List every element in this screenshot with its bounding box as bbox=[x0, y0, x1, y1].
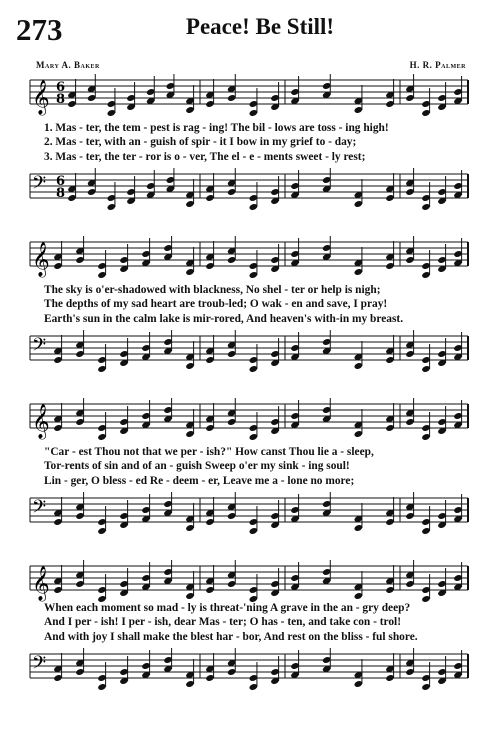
lyric-verse-3: And with joy I shall make the blest har - bor, And rest on the bliss - ful shore. bbox=[44, 630, 418, 643]
treble-clef-icon: 𝄞 bbox=[32, 242, 50, 277]
lyric-verse-1: When each moment so mad - ly is threat-'ning A grave in the an - gry deep? bbox=[44, 602, 411, 614]
time-signature-top: 6 bbox=[56, 80, 66, 95]
treble-staff-system-2 bbox=[0, 236, 480, 286]
lyric-verse-3: Earth's sun in the calm lake is mir-rored, And heaven's with-in my breast. bbox=[44, 312, 404, 325]
lyrics-system-4 bbox=[44, 601, 474, 644]
lyric-verse-2: Tor-rents of sin and of an - guish Sweep o'er my sink - ing soul! bbox=[44, 460, 350, 473]
treble-staff-system-3 bbox=[0, 398, 480, 448]
bass-staff-system-2 bbox=[0, 330, 480, 380]
treble-clef-icon: 𝄞 bbox=[32, 80, 50, 115]
time-signature-bottom: 8 bbox=[56, 92, 66, 107]
lyric-verse-2: The depths of my sad heart are troub-led; O wak - en and save, I pray! bbox=[44, 298, 388, 311]
lyric-verse-1: "Car - est Thou not that we per - ish?" How canst Thou lie a - sleep, bbox=[44, 446, 374, 458]
bass-clef-icon: 𝄢 bbox=[32, 497, 47, 522]
treble-clef-icon: 𝄞 bbox=[32, 404, 50, 439]
lyric-verse-3: 3. Mas - ter, the ter - ror is o - ver, The el - e - ments sweet - ly rest; bbox=[44, 150, 366, 163]
author-credit: Mary A. Baker bbox=[36, 60, 100, 70]
time-signature-top: 6 bbox=[56, 174, 66, 189]
bass-clef-icon: 𝄢 bbox=[32, 173, 47, 198]
lyric-verse-1: 1. Mas - ter, the tem - pest is rag - ing! The bil - lows are toss - ing high! bbox=[44, 122, 389, 134]
lyrics-system-3 bbox=[44, 445, 474, 488]
lyric-verse-3: Lin - ger, O bless - ed Re - deem - er, Leave me a - lone no more; bbox=[44, 474, 355, 487]
hymn-number: 273 bbox=[16, 12, 63, 47]
lyric-verse-1: The sky is o'er-shadowed with blackness, No shel - ter or help is nigh; bbox=[44, 284, 381, 296]
treble-staff-system-1 bbox=[0, 74, 480, 124]
time-signature-bottom: 8 bbox=[56, 186, 66, 201]
bass-staff-system-4 bbox=[0, 648, 480, 698]
hymn-title: Peace! Be Still! bbox=[185, 14, 335, 39]
lyric-verse-2: 2. Mas - ter, with an - guish of spir - it I bow in my grief to - day; bbox=[44, 136, 357, 149]
composer-credit: H. R. Palmer bbox=[409, 60, 466, 70]
bass-clef-icon: 𝄢 bbox=[32, 335, 47, 360]
bass-clef-icon: 𝄢 bbox=[32, 653, 47, 678]
bass-staff-system-1 bbox=[0, 168, 480, 218]
treble-clef-icon: 𝄞 bbox=[32, 566, 50, 601]
lyrics-system-2 bbox=[44, 283, 474, 326]
bass-staff-system-3 bbox=[0, 492, 480, 542]
lyric-verse-2: And I per - ish! I per - ish, dear Mas - ter; O has - ten, and take con - trol! bbox=[44, 616, 402, 629]
lyrics-system-1 bbox=[44, 121, 474, 164]
